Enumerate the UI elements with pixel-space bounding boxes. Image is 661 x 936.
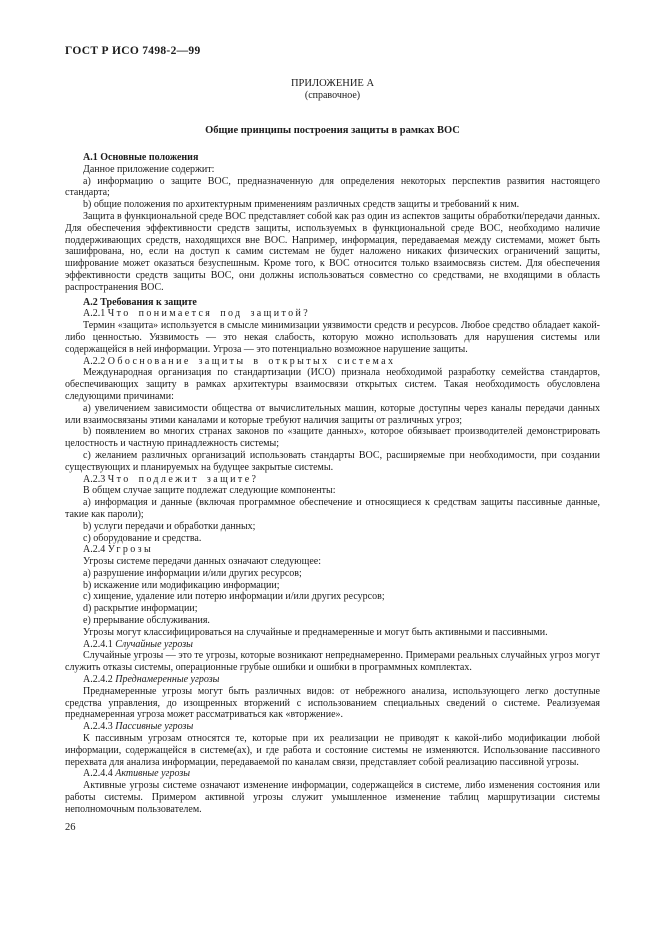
section-number: А.2.4.1 [83,638,116,650]
section-number: А.2.1 [83,308,108,320]
paragraph: с) оборудование и средства. [83,532,202,544]
section-number: А.2.4.4 [83,768,116,780]
paragraph: Активные угрозы системе означают изменение информации, содержащейся в системе, либо изменения состояния или работы системы. Примером активной угрозы служит умышленное изменение таблиц маршрутизации системы неполномочным пользователем. [65,780,600,815]
heading-spaced [65,356,600,368]
paragraph: b) услуги передачи и обработки данных; [83,520,256,532]
paragraph: а) информацию о защите ВОС, предназначенную для определения некоторых перспектив развития настоящего стандарта; [65,175,600,199]
heading-italic [65,721,600,733]
paragraph: Термин «защита» используется в смысле минимизации уязвимости средств и ресурсов. Любое средство обладает какой-либо ценностью. Уязвимость — это некая слабость, которую можно использовать для нарушения системы или содержащейся в ней информации. Угроза — это потенциально возможное нарушение защиты. [65,320,600,355]
paragraph: а) информация и данные (включая программное обеспечение и относящиеся к средствам защиты пассивные данные, такие как пароли); [65,497,600,520]
paragraph: Преднамеренные угрозы могут быть различных видов: от небрежного анализа, использующего легко доступные средства управления, до изощренных вторжений с использованием специальных сведений о системе. Реализуемая преднамеренная угроза может рассматриваться как «вторжение». [65,685,600,721]
page-number: 26 [65,821,76,833]
section-title-text: Преднамеренные угрозы [115,674,220,686]
heading-spaced [65,474,600,486]
paragraph: Случайные угрозы — это те угрозы, которые возникают непреднамеренно. Примерами реальных случайных угроз могут служить отказы системы, операционные грубые ошибки и ошибки в программных комплектах. [65,650,600,674]
paragraph: Угрозы системе передачи данных означают следующее: [83,556,321,568]
section-number: А.2.4 [83,544,108,556]
paragraph: К пассивным угрозам относятся те, которые при их реализации не приводят к какой-либо модификации любой информации, содержащейся в системе(ах), и где работа и состояние системы не изменяются. Использование пассивного перехвата для анализа информации, передаваемой по каналам связи, представляет собой реализацию пассивной угрозы. [65,733,600,768]
heading-bold [65,297,600,309]
heading-spaced [65,544,600,556]
heading-spaced [65,308,600,320]
section-title-text: Основные положения [100,152,199,163]
paragraph: с) желанием различных организаций использовать стандарты ВОС, расширяемые при необходимости, при создании существующих и планируемых на будущее закрытые системы. [65,449,600,473]
section-title-text: Случайные угрозы [115,638,193,650]
paragraph: b) общие положения по архитектурным применениям различных средств защиты и требований к ним. [83,199,520,211]
section-title-text: Требования к защите [100,296,197,308]
heading-bold [65,152,600,164]
section-title-text: Угрозы [107,544,154,556]
section-title-text: Активные угрозы [115,768,191,780]
paragraph: Угрозы могут классифицироваться на случайные и преднамеренные и могут быть активными и пассивными. [83,626,548,638]
appendix-type-note: (справочное) [304,90,361,101]
paragraph: а) увеличением зависимости общества от вычислительных машин, которые доступны через каналы передачи данных или взаимосвязаны этими каналами и которые требуют наличия защиты от различных угроз; [65,402,600,426]
section-title-text: Что понимается под защитой? [107,308,311,320]
paragraph: b) искажение или модификацию информации; [83,579,280,591]
paragraph: Международная организация по стандартизации (ИСО) признала необходимой разработку семейства стандартов, обеспечивающих защиту в рамках архитектуры взаимосвязи открытых систем. Такая необходимость обусловлена следующими причинами: [65,367,600,402]
page-title: Общие принципы построения защиты в рамках ВОС [205,125,460,136]
paragraph: е) прерывание обслуживания. [83,615,210,627]
paragraph: Данное приложение содержит: [83,163,215,175]
paragraph: Защита в функциональной среде ВОС представляет собой как раз один из аспектов защиты обработки/передачи данных. Для обеспечения эффективности средств защиты, используемых в функциональной среде ВОС, необходимо наличие поддерживающих средств, находящихся вне ВОС. Например, информация, передаваемая между системами, может быть зашифрована, но, если на доступ к самим системам не будет наложено никаких физических ограничений защиты, шифрование может оказаться безуспешным. Кроме того, к ВОС относится только взаимосвязь систем. Для обеспечения эффективности средств защиты ВОС, они должны использоваться совместно со средствами, не входящими в область распространения ВОС. [65,210,600,293]
section-number: А.2.4.2 [83,674,116,686]
appendix-label: ПРИЛОЖЕНИЕ А [290,78,375,89]
section-number: А.2 [83,296,101,308]
document-body [65,152,600,816]
paragraph: а) разрушение информации и/или других ресурсов; [83,567,302,579]
section-number: А.2.3 [83,473,108,485]
section-number: А.1 [83,152,101,163]
paragraph: В общем случае защите подлежат следующие компоненты: [83,485,336,497]
section-title-text: Пассивные угрозы [115,721,194,733]
heading-italic [65,639,600,651]
section-number: А.2.4.3 [83,721,116,733]
paragraph: d) раскрытие информации; [83,603,198,615]
section-title-text: Обоснование защиты в открытых системах [107,355,396,367]
section-title-text: Что подлежит защите? [107,473,259,485]
heading-italic [65,674,600,686]
section-number: А.2.2 [83,355,108,367]
standard-reference: ГОСТ Р ИСО 7498-2—99 [65,45,201,57]
paragraph: с) хищение, удаление или потерю информации и/или других ресурсов; [83,591,385,603]
heading-italic [65,768,600,780]
paragraph: b) появлением во многих странах законов по «защите данных», которое обязывает производителей демонстрировать целостность и частную принадлежность системы; [65,426,600,450]
